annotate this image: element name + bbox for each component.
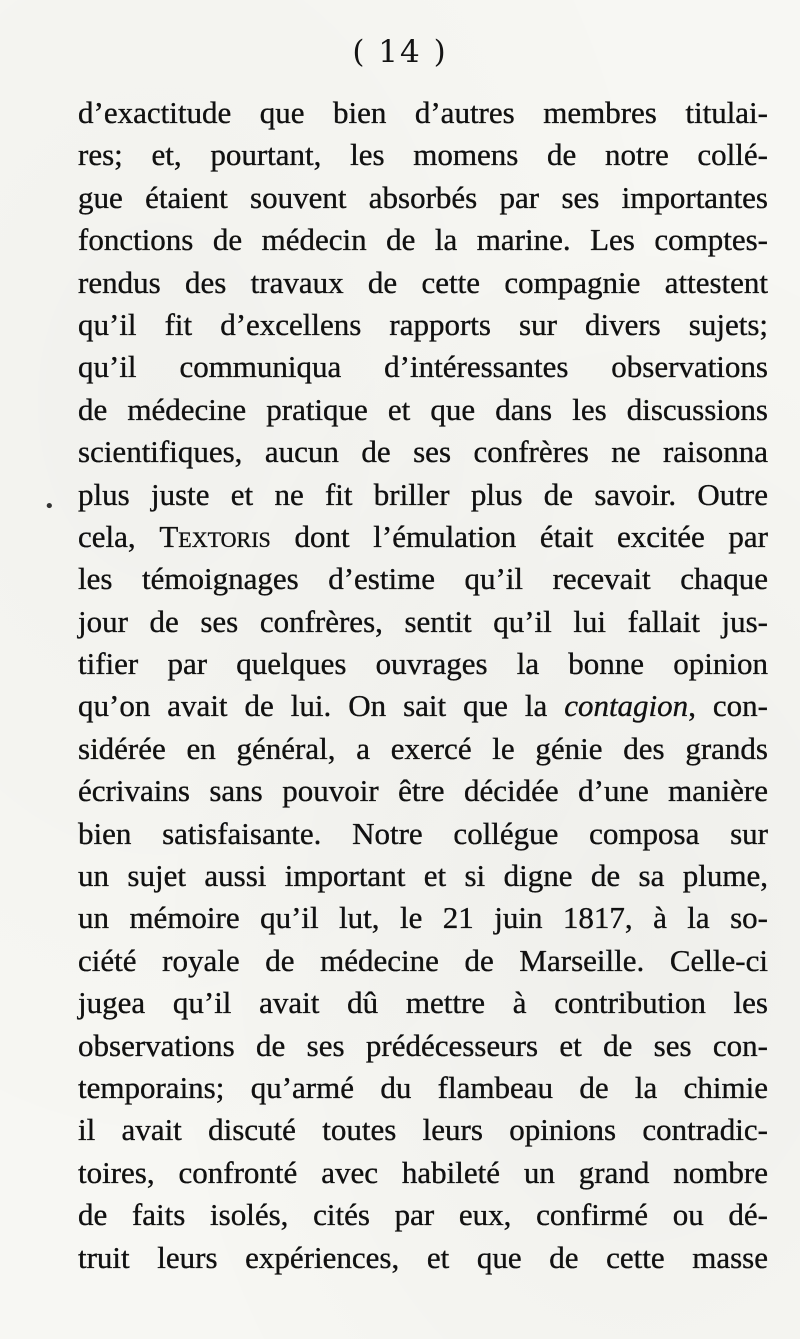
text-line: sidérée en général, a exercé le génie des grands bbox=[78, 730, 768, 766]
text-line: temporains; qu’armé du flambeau de la chimie bbox=[78, 1069, 768, 1105]
text-line: res; et, pourtant, les momens de notre collé- bbox=[78, 137, 768, 173]
text-segment: dont l’émulation était excitée par bbox=[270, 518, 768, 554]
text-line: rendus des travaux de cette compagnie attestent bbox=[78, 264, 768, 300]
text-line: jour de ses confrères, sentit qu’il lui fallait jus- bbox=[78, 603, 768, 639]
text-line: scientifiques, aucun de ses confrères ne raisonna bbox=[78, 434, 768, 470]
text-line: bien satisfaisante. Notre collégue composa sur bbox=[78, 815, 768, 851]
text-line bbox=[78, 516, 768, 558]
text-line: plus juste et ne fit briller plus de savoir. Outre bbox=[78, 476, 768, 512]
text-line: un mémoire qu’il lut, le 21 juin 1817, à la so- bbox=[78, 900, 768, 936]
text-line: toires, confronté avec habileté un grand nombre bbox=[78, 1154, 768, 1190]
body-text bbox=[78, 92, 768, 1279]
text-line: qu’il communiqua d’intéressantes observations bbox=[78, 349, 768, 385]
text-segment: , con- bbox=[688, 688, 768, 724]
text-line: d’exactitude que bien d’autres membres titulai- bbox=[78, 95, 768, 130]
text-line: fonctions de médecin de la marine. Les comptes- bbox=[78, 222, 768, 258]
text-line: il avait discuté toutes leurs opinions contradic- bbox=[78, 1112, 768, 1148]
text-segment: cela, bbox=[78, 518, 160, 554]
text-line: tifier par quelques ouvrages la bonne opinion bbox=[78, 646, 768, 682]
text-line: de faits isolés, cités par eux, confirmé ou dé- bbox=[78, 1197, 768, 1233]
author-name-small-caps: Textoris bbox=[159, 518, 271, 554]
text-line bbox=[78, 685, 768, 727]
text-line: un sujet aussi important et si digne de sa plume, bbox=[78, 858, 768, 894]
page-number: ( 14 ) bbox=[352, 34, 448, 70]
italic-term: contagion bbox=[564, 688, 689, 724]
text-line: qu’il fit d’excellens rapports sur divers sujets; bbox=[78, 306, 768, 342]
text-line: de médecine pratique et que dans les discussions bbox=[78, 391, 768, 427]
margin-dot-mark: • bbox=[44, 496, 55, 517]
text-line: gue étaient souvent absorbés par ses importantes bbox=[78, 179, 768, 215]
text-line: écrivains sans pouvoir être décidée d’une manière bbox=[78, 773, 768, 809]
text-line: ciété royale de médecine de Marseille. Celle-ci bbox=[78, 942, 768, 978]
text-segment: qu’on avait de lui. On sait que la bbox=[78, 688, 565, 724]
text-line: jugea qu’il avait dû mettre à contribution les bbox=[78, 985, 768, 1021]
text-line: les témoignages d’estime qu’il recevait chaque bbox=[78, 561, 768, 597]
text-line: observations de ses prédécesseurs et de ses con- bbox=[78, 1027, 768, 1063]
text-line: truit leurs expériences, et que de cette masse bbox=[78, 1239, 768, 1275]
